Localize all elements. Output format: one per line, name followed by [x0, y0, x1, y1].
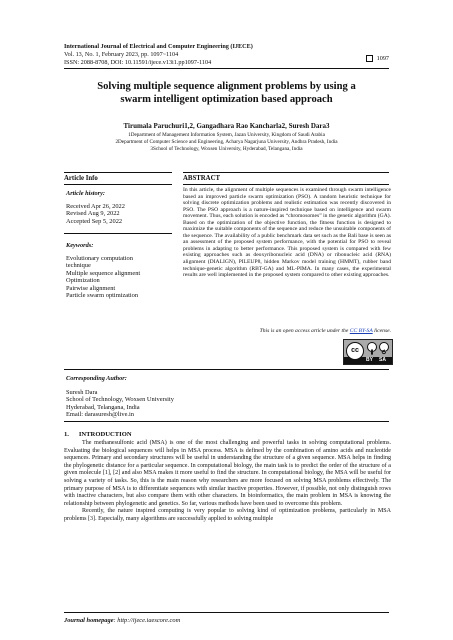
footer: [64, 617, 180, 624]
introduction-body: [64, 440, 391, 524]
corresponding-name: Suresh Dara: [66, 389, 98, 396]
article-info-top-rule: [64, 172, 172, 173]
journal-name: International Journal of Electrical and Computer Engineering (IJECE): [64, 43, 253, 50]
page-number-block: [366, 55, 389, 62]
footer-label: Journal homepage: [64, 617, 114, 624]
affiliation-1: 1Department of Management Information System, Jazan University, Kingdom of Saudi Arabia: [128, 132, 325, 138]
article-info-heading: Article Info: [64, 175, 98, 182]
cc-by-sa-badge[interactable]: [343, 339, 393, 365]
header-rule: [64, 68, 389, 69]
journal-volume: Vol. 13, No. 1, February 2023, pp. 1097~1104: [64, 51, 179, 58]
keywords-rule: [64, 233, 172, 234]
abstract-rule: [183, 184, 389, 185]
authors: Tirumala Paruchuri1,2, Gangadhara Rao Kancharla2, Suresh Dara3: [123, 122, 330, 130]
open-access-note: [183, 328, 391, 334]
title-line-2: swarm intelligent optimization based approach: [120, 94, 333, 105]
corresponding-school: School of Technology, Woxsen University: [66, 396, 174, 404]
open-access-prefix: This is an open access article under the: [259, 328, 350, 334]
open-access-suffix: license.: [372, 328, 391, 334]
corresponding-label: Corresponding Author:: [66, 375, 127, 382]
keyword-item: Evolutionary computation: [66, 255, 133, 262]
abstract-text: In this article, the alignment of multiple sequences is examined through swarm intelligence based an improved particle swarm optimization (PSO). A random heuristic technique for solving discrete optimization problems and realistic estimation was recently discovered in PSO. The PSO approach is a nature-inspired technique based on intelligence and swarm movement. Thus, each solution is encoded as “chromosomes” in the genetic algorithm (GA). Based on the optimization of the objective function, the fitness function is designed to maximize the suitable components of the sequence and reduce the unsuitable components of the sequence. The availability of a public benchmark data set such as the Bali base is seen as an assessment of the proposed system performance, with the potential for PSO to reveal problems in adapting to better performance. This proposed system is compared with few existing approaches such as deoxyribonucleic acid (DNA) or ribonucleic acid (RNA) alignment (DIALIGN), PILEUP8, hidden Markov model training (HMMT), rubber band technique-genetic algorithm (RBT-GA) and ML-PIMA. In many cases, the experimental results are well implemented in the proposed system compared to other existing approaches.: [183, 187, 391, 279]
keyword-item: Pairwise alignment: [66, 284, 116, 292]
corresponding-email: Email: darasuresh@live.in: [66, 411, 134, 419]
abstract-heading: ABSTRACT: [183, 175, 221, 182]
license-link[interactable]: CC BY-SA: [349, 328, 373, 334]
history-list: [66, 203, 125, 225]
affiliation-3: 3School of Technology, Woxsen University, Hyderabad, Telangana, India: [150, 146, 303, 152]
keyword-item: Particle swarm optimization: [66, 292, 139, 300]
corresponding-top-rule: [64, 369, 389, 370]
section-heading-introduction: 1. INTRODUCTION: [64, 431, 132, 438]
title-line-1: Solving multiple sequence alignment problems by using a: [97, 81, 356, 92]
badge-sa-label: SA: [379, 357, 386, 363]
keyword-item: Multiple sequence alignment: [66, 269, 141, 277]
keyword-item: technique: [66, 262, 91, 270]
history-label: Article history:: [66, 190, 106, 197]
keywords-label: Keywords:: [66, 242, 94, 249]
square-icon: [366, 55, 373, 62]
abstract-top-rule: [183, 172, 389, 173]
history-revised: Revised Aug 9, 2022: [66, 210, 120, 218]
corresponding-details: [66, 389, 174, 419]
keywords-list: [66, 255, 172, 299]
paper-title: [64, 80, 389, 106]
footer-url[interactable]: : http://ijece.iaescore.com: [113, 617, 181, 624]
cc-logo-icon: cc: [346, 342, 364, 360]
page-number: 1097: [376, 55, 389, 62]
badge-by-label: BY: [366, 357, 373, 363]
journal-issn: ISSN: 2088-8708, DOI: 10.11591/ijece.v13i1.pp1097-1104: [64, 59, 212, 66]
footer-rule: [64, 612, 389, 613]
intro-paragraph-1: The methanesulfonic acid (MSA) is one of the most challenging and powerful tasks in solving computational problems. Evaluating the biological sequences will helps in MSA process. MSA is defined by the combination of amino acids and nucleotide sequences. Primary and secondary structures will be useful in understanding the structure of a given sequence. MSA helps in finding the phylogenetic distance for a particular sequence. In computational biology, the main task is to predict the order of the structure of a given molecule [1], [2] and also MSA makes it more useful to find the structure. In computational biology, the MSA will be useful for solving a variety of tasks. So, this is the main reason why researchers are more focused on solving MSA problems effectively. The primary purpose of MSA is to differentiate sequences with similar inactive properties. However, if possible, not only distinguish rows with inactive characters, but also compare them with other characters. In bioinformatics, the main problem in MSA is knowing the relationship between phylogenetic and genetics. So far, various methods have been used to overcome this problem.: [64, 440, 391, 507]
affiliation-2: 2Department of Computer Science and Engineering, Acharya Nagarjuna University, Andhra Pradesh, India: [115, 139, 338, 145]
history-accepted: Accepted Sep 5, 2022: [66, 217, 123, 225]
corresponding-bottom-rule: [64, 421, 389, 422]
corresponding-city: Hyderabad, Telangana, India: [66, 403, 140, 411]
history-received: Received Apr 26, 2022: [66, 203, 125, 210]
attribution-person-icon: [367, 342, 377, 352]
intro-paragraph-2: Recently, the nature inspired computing is very popular to solving kind of optimization problems, particularly in MSA problems [3]. Especially, many algorithms are successfully applied to solving multiple: [64, 508, 391, 522]
share-alike-icon: [379, 342, 389, 352]
article-info-rule: [64, 184, 172, 185]
keyword-item: Optimization: [66, 277, 100, 285]
